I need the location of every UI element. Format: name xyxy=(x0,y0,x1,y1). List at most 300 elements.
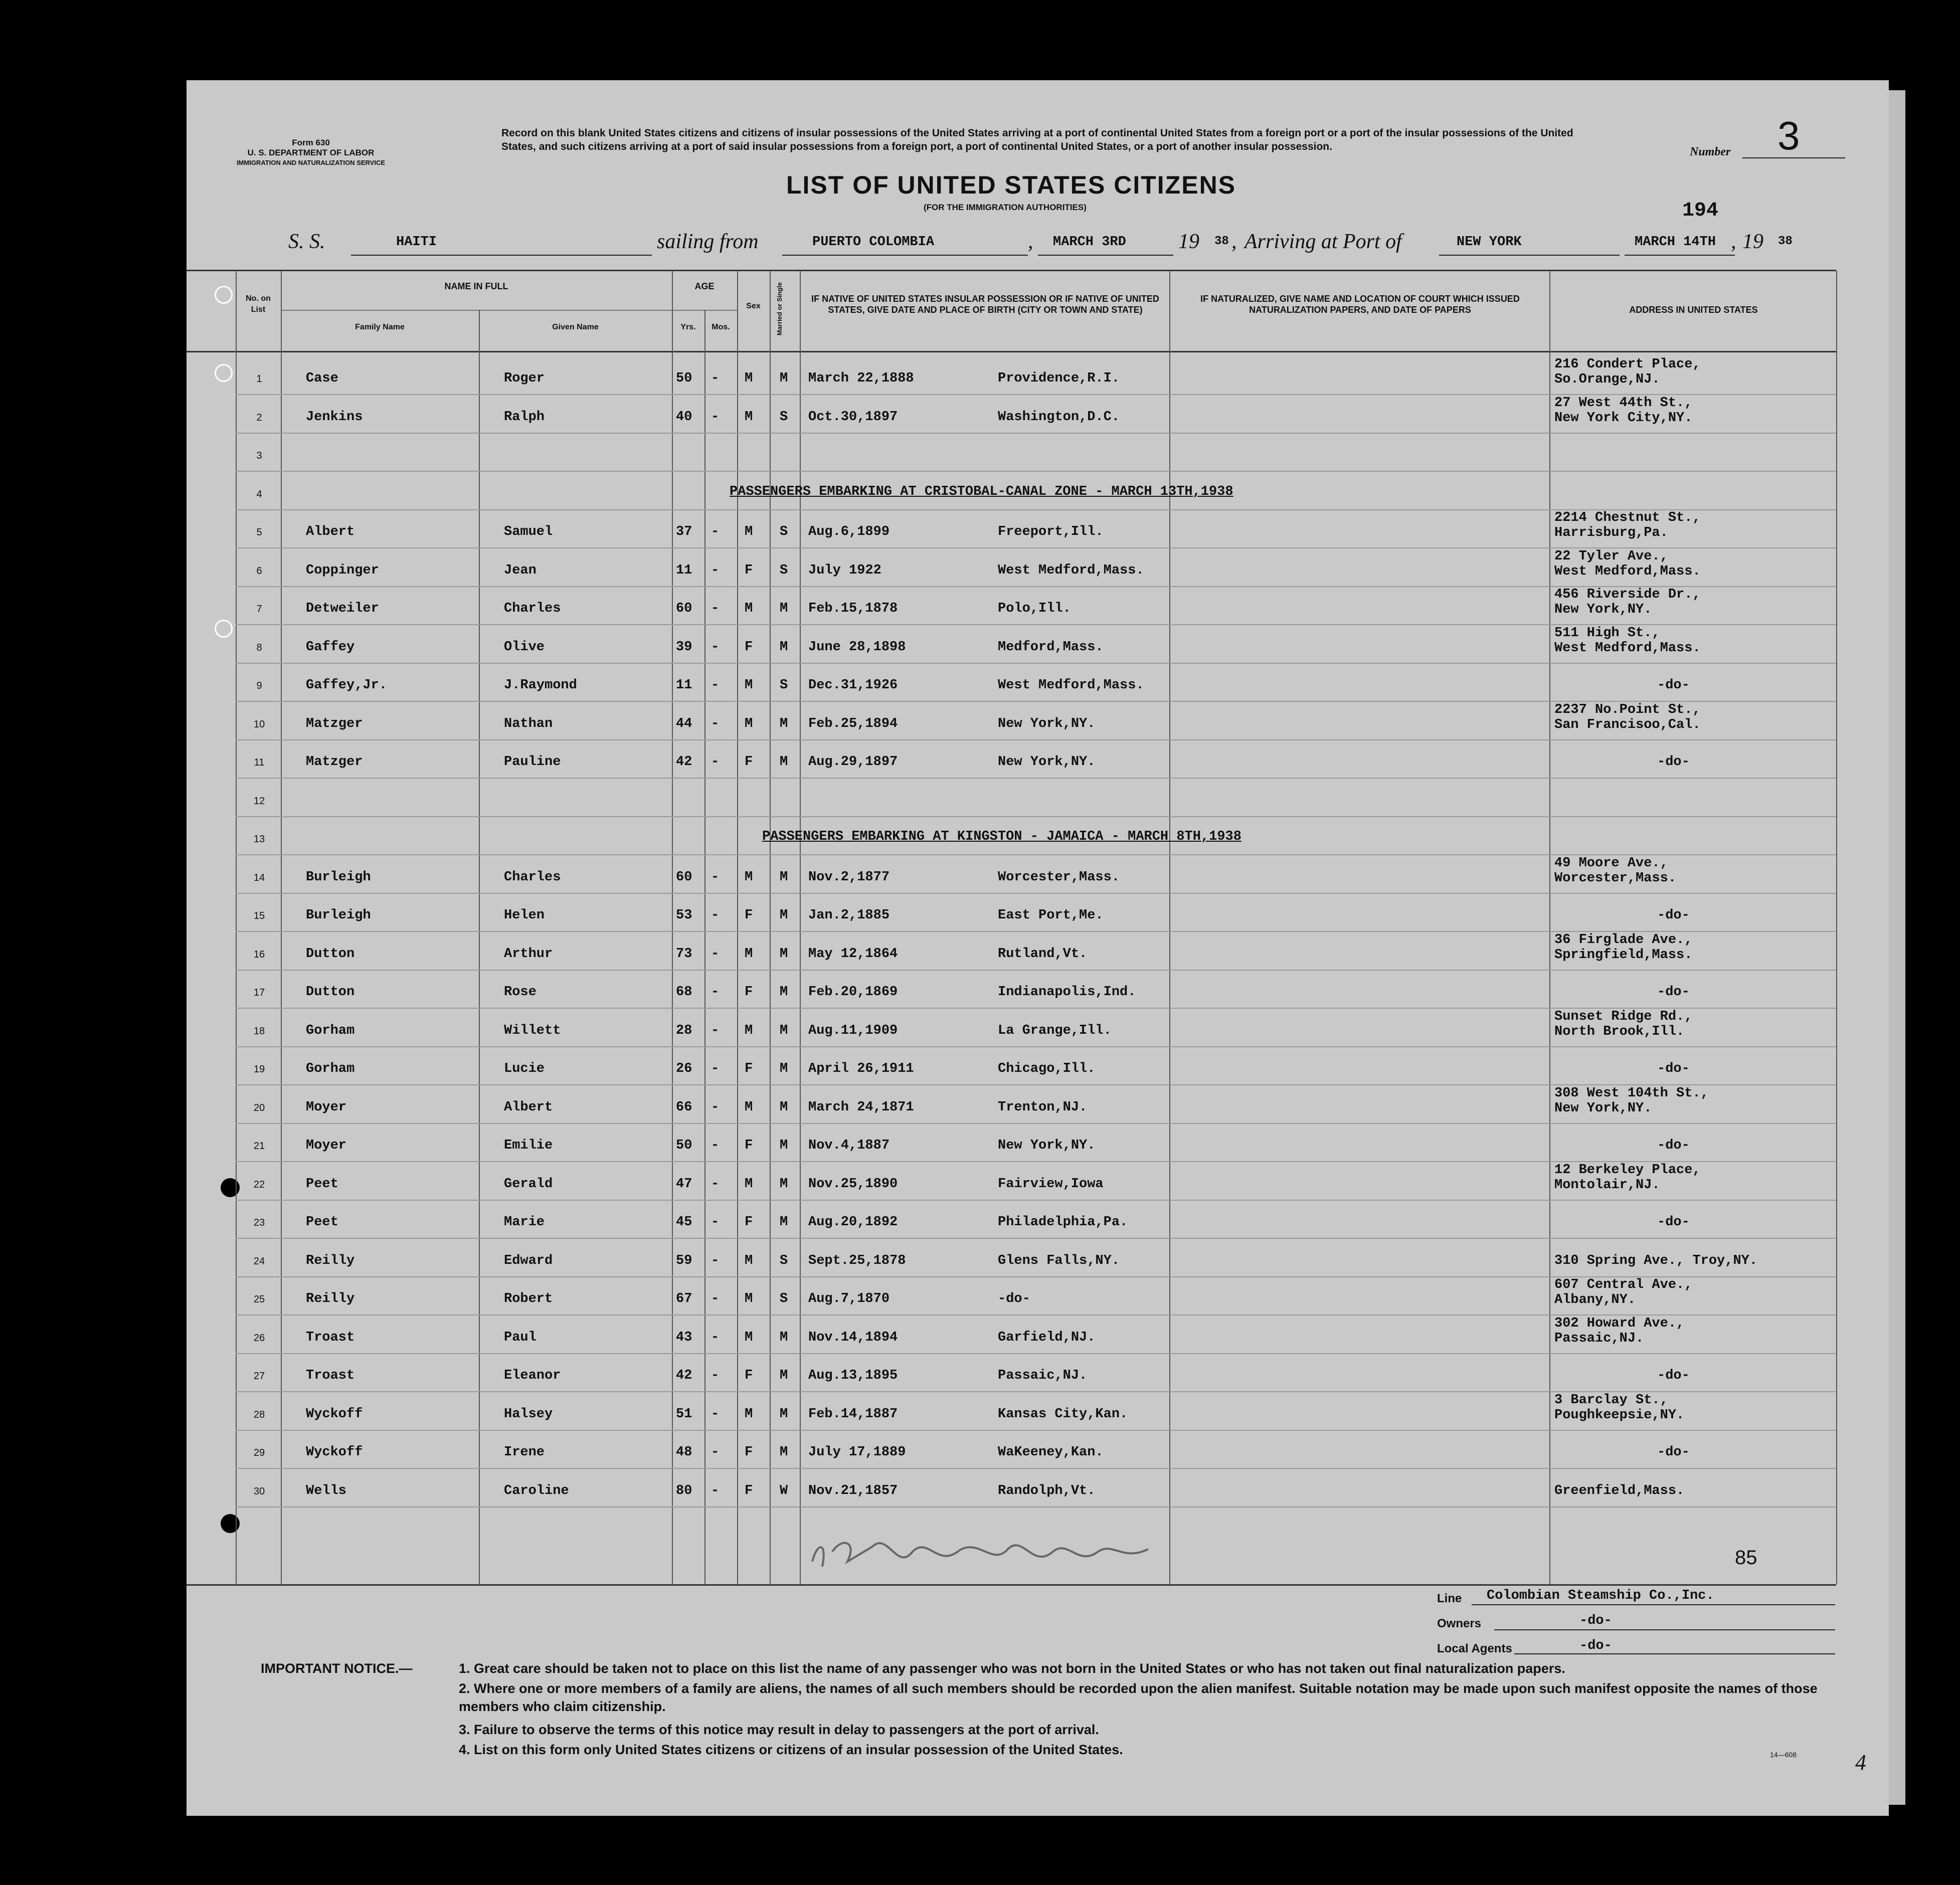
page-title: LIST OF UNITED STATES CITIZENS xyxy=(786,171,1236,199)
cell-given: Paul xyxy=(504,1330,537,1345)
cell-bplace: WaKeeney,Kan. xyxy=(998,1445,1104,1460)
cell-family: Moyer xyxy=(306,1100,347,1115)
cell-mos: - xyxy=(711,371,720,386)
cell-sex: M xyxy=(745,1407,753,1422)
cell-address-line1: -do- xyxy=(1657,755,1690,770)
col-address: ADDRESS IN UNITED STATES xyxy=(1629,305,1758,315)
cell-ms: M xyxy=(780,371,788,386)
section-heading: PASSENGERS EMBARKING AT KINGSTON - JAMAICA - MARCH 8TH,1938 xyxy=(762,829,1241,844)
cell-sex: F xyxy=(745,640,753,655)
cell-bplace: East Port,Me. xyxy=(998,908,1104,923)
cell-yrs: 48 xyxy=(676,1445,692,1460)
cell-given: Nathan xyxy=(504,716,553,731)
cell-family: Reilly xyxy=(306,1291,355,1306)
cell-family: Albert xyxy=(306,524,355,539)
cell-mos: - xyxy=(711,563,720,578)
page-subtitle: (FOR THE IMMIGRATION AUTHORITIES) xyxy=(924,203,1087,212)
cell-ms: S xyxy=(780,1253,788,1268)
cell-family: Gorham xyxy=(306,1023,355,1038)
cell-given: Rose xyxy=(504,985,537,1000)
row-number: 10 xyxy=(253,719,265,730)
cell-yrs: 50 xyxy=(676,371,692,386)
cell-yrs: 73 xyxy=(676,947,692,962)
cell-ms: M xyxy=(780,947,788,962)
cell-ms: S xyxy=(780,563,788,578)
cell-ms: S xyxy=(780,1291,788,1306)
row-number: 17 xyxy=(253,987,265,998)
notice-4: 4. List on this form only United States citizens or citizens of an insular possession of the United States. xyxy=(459,1742,1123,1757)
cell-mos: - xyxy=(711,1291,720,1306)
signature xyxy=(797,1522,1178,1582)
cell-address-line2: So.Orange,NJ. xyxy=(1554,372,1660,387)
cell-mos: - xyxy=(711,640,720,655)
cell-given: J.Raymond xyxy=(504,678,577,693)
cell-bdate: Aug.7,1870 xyxy=(808,1291,890,1306)
agents-label: Local Agents xyxy=(1437,1642,1512,1655)
cell-address-line2: North Brook,Ill. xyxy=(1554,1024,1685,1039)
row-number: 21 xyxy=(253,1141,265,1152)
number-value: 3 xyxy=(1777,113,1800,158)
col-naturalized: IF NATURALIZED, GIVE NAME AND LOCATION OF COURT WHICH ISSUED NATURALIZATION PAPERS, AND DATE OF PAPERS xyxy=(1200,294,1520,315)
row-number: 24 xyxy=(253,1256,265,1267)
cell-address-line2: West Medford,Mass. xyxy=(1554,641,1701,656)
cell-address-line1: 511 High St., xyxy=(1554,626,1660,641)
cell-address-line1: Sunset Ridge Rd., xyxy=(1554,1009,1693,1024)
cell-ms: M xyxy=(780,870,788,885)
cell-bdate: Sept.25,1878 xyxy=(808,1253,906,1268)
cell-bdate: Nov.14,1894 xyxy=(808,1330,898,1345)
cell-yrs: 66 xyxy=(676,1100,692,1115)
cell-yrs: 26 xyxy=(676,1061,692,1076)
cell-ms: M xyxy=(780,1138,788,1153)
punch-hole xyxy=(50,1153,69,1172)
cell-bplace: Randolph,Vt. xyxy=(998,1483,1096,1498)
year-prefix: 19 xyxy=(1178,230,1199,253)
cell-sex: M xyxy=(745,870,753,885)
cell-bplace: Passaic,NJ. xyxy=(998,1368,1088,1383)
cell-sex: M xyxy=(745,716,753,731)
sail-year: 38 xyxy=(1214,235,1229,248)
cell-address-line2: Harrisburg,Pa. xyxy=(1554,525,1668,540)
cell-address-line2: New York City,NY. xyxy=(1554,411,1693,426)
cell-address-line2: Albany,NY. xyxy=(1554,1292,1636,1307)
cell-address-line1: Greenfield,Mass. xyxy=(1554,1483,1685,1498)
cell-yrs: 44 xyxy=(676,716,692,731)
page-count: 85 xyxy=(1735,1547,1757,1569)
cell-given: Eleanor xyxy=(504,1368,561,1383)
cell-address-line1: 12 Berkeley Place, xyxy=(1554,1163,1701,1178)
cell-family: Matzger xyxy=(306,755,363,770)
cell-given: Edward xyxy=(504,1253,553,1268)
cell-address-line2: New York,NY. xyxy=(1554,602,1652,617)
col-family-name: Family Name xyxy=(355,323,405,331)
cell-given: Pauline xyxy=(504,755,561,770)
cell-given: Emilie xyxy=(504,1138,553,1153)
row-number: 13 xyxy=(253,834,265,845)
cell-ms: S xyxy=(780,678,788,693)
cell-bplace: Kansas City,Kan. xyxy=(998,1407,1128,1422)
arrive-date: MARCH 14TH xyxy=(1635,235,1716,250)
cell-yrs: 50 xyxy=(676,1138,692,1153)
form-code: 14—608 xyxy=(1770,1751,1797,1759)
cell-mos: - xyxy=(711,601,720,616)
cell-bdate: Nov.2,1877 xyxy=(808,870,890,885)
cell-family: Burleigh xyxy=(306,908,371,923)
notice-2: 2. Where one or more members of a family are aliens, the names of all such members should be recorded upon the alien manifest. Suitable notation may be made upon such manifest opposite the names of those members who claim citizenship. xyxy=(459,1681,1818,1714)
cell-mos: - xyxy=(711,1407,720,1422)
cell-bplace: Philadelphia,Pa. xyxy=(998,1215,1128,1230)
col-no-on-list: No. on List xyxy=(246,294,271,314)
cell-mos: - xyxy=(711,755,720,770)
cell-yrs: 60 xyxy=(676,870,692,885)
punch-hole xyxy=(50,1654,69,1673)
cell-sex: F xyxy=(745,908,753,923)
cell-bplace: Chicago,Ill. xyxy=(998,1061,1096,1076)
cell-ms: M xyxy=(780,601,788,616)
row-number: 22 xyxy=(253,1179,265,1190)
cell-bdate: Feb.15,1878 xyxy=(808,601,898,616)
row-number: 8 xyxy=(256,642,262,653)
page-mark: 4 xyxy=(1855,1750,1866,1775)
cell-yrs: 43 xyxy=(676,1330,692,1345)
cell-ms: M xyxy=(780,1407,788,1422)
cell-address-line1: -do- xyxy=(1657,678,1690,693)
section-heading: PASSENGERS EMBARKING AT CRISTOBAL-CANAL ZONE - MARCH 13TH,1938 xyxy=(730,484,1233,499)
notice-label: IMPORTANT NOTICE.— xyxy=(261,1661,413,1676)
cell-sex: M xyxy=(745,1291,753,1306)
cell-mos: - xyxy=(711,1483,720,1498)
row-number: 29 xyxy=(253,1447,265,1458)
ring-hole xyxy=(215,620,233,638)
col-yrs: Yrs. xyxy=(680,323,696,331)
row-number: 6 xyxy=(256,566,262,577)
cell-yrs: 11 xyxy=(676,563,692,578)
row-number: 26 xyxy=(253,1333,265,1344)
row-number: 14 xyxy=(253,872,265,883)
owners-value: -do- xyxy=(1579,1613,1612,1628)
cell-address-line1: 3 Barclay St., xyxy=(1554,1393,1668,1408)
cell-family: Burleigh xyxy=(306,870,371,885)
cell-family: Case xyxy=(306,371,338,386)
cell-bdate: Dec.31,1926 xyxy=(808,678,898,693)
col-age: AGE xyxy=(694,281,715,291)
cell-family: Wyckoff xyxy=(306,1445,363,1460)
line-label: Line xyxy=(1437,1592,1462,1605)
row-number: 23 xyxy=(253,1217,265,1228)
row-number: 18 xyxy=(253,1026,265,1037)
cell-bdate: Feb.25,1894 xyxy=(808,716,898,731)
cell-sex: F xyxy=(745,1215,753,1230)
cell-sex: F xyxy=(745,1445,753,1460)
cell-address-line1: -do- xyxy=(1657,1138,1690,1153)
cell-ms: M xyxy=(780,908,788,923)
cell-mos: - xyxy=(711,1445,720,1460)
punch-hole xyxy=(50,1233,69,1252)
arrive-year: 38 xyxy=(1778,235,1793,248)
cell-sex: F xyxy=(745,1483,753,1498)
cell-yrs: 39 xyxy=(676,640,692,655)
cell-address-line1: -do- xyxy=(1657,1445,1690,1460)
cell-bplace: New York,NY. xyxy=(998,755,1096,770)
cell-sex: M xyxy=(745,371,753,386)
row-number: 25 xyxy=(253,1294,265,1305)
cell-bplace: Glens Falls,NY. xyxy=(998,1253,1120,1268)
cell-sex: M xyxy=(745,1100,753,1115)
cell-address-line2: Montolair,NJ. xyxy=(1554,1178,1660,1193)
cell-yrs: 59 xyxy=(676,1253,692,1268)
cell-yrs: 37 xyxy=(676,524,692,539)
notice-3: 3. Failure to observe the terms of this notice may result in delay to passengers at the port of arrival. xyxy=(459,1722,1099,1737)
cell-given: Roger xyxy=(504,371,545,386)
cell-bdate: Oct.30,1897 xyxy=(808,410,898,425)
ring-hole xyxy=(215,364,233,382)
punch-hole xyxy=(50,386,69,405)
owners-label: Owners xyxy=(1437,1617,1482,1630)
row-number: 30 xyxy=(253,1486,265,1497)
row-number: 16 xyxy=(253,949,265,960)
cell-bdate: July 1922 xyxy=(808,563,881,578)
cell-family: Troast xyxy=(306,1330,355,1345)
port-to: NEW YORK xyxy=(1457,235,1522,250)
port-from: PUERTO COLOMBIA xyxy=(812,235,935,250)
row-number: 11 xyxy=(254,757,265,768)
cell-ms: M xyxy=(780,1330,788,1345)
cell-bdate: Aug.20,1892 xyxy=(808,1215,898,1230)
arrive-year-prefix: 19 xyxy=(1742,230,1763,253)
cell-address-line1: -do- xyxy=(1657,1215,1690,1230)
cell-given: Helen xyxy=(504,908,545,923)
cell-family: Wells xyxy=(306,1483,347,1498)
punch-hole xyxy=(50,311,69,330)
cell-given: Irene xyxy=(504,1445,545,1460)
number-label: Number xyxy=(1690,145,1731,158)
cell-family: Gorham xyxy=(306,1061,355,1076)
cell-bdate: Jan.2,1885 xyxy=(808,908,890,923)
cell-yrs: 67 xyxy=(676,1291,692,1306)
notice-1: 1. Great care should be taken not to place on this list the name of any passenger who was not born in the United States or who has not taken out final naturalization papers. xyxy=(459,1661,1565,1676)
cell-bplace: Worcester,Mass. xyxy=(998,870,1120,885)
cell-yrs: 60 xyxy=(676,601,692,616)
cell-ms: M xyxy=(780,1177,788,1192)
cell-given: Albert xyxy=(504,1100,553,1115)
cell-address-line1: 302 Howard Ave., xyxy=(1554,1316,1685,1331)
row-number: 20 xyxy=(253,1102,265,1113)
cell-bdate: March 22,1888 xyxy=(808,371,914,386)
sailing-label: sailing from xyxy=(657,230,759,253)
cell-ms: M xyxy=(780,755,788,770)
cell-mos: - xyxy=(711,524,720,539)
cell-family: Coppinger xyxy=(306,563,379,578)
cell-yrs: 42 xyxy=(676,755,692,770)
cell-mos: - xyxy=(711,908,720,923)
punch-hole xyxy=(50,812,69,831)
cell-address-line1: 22 Tyler Ave., xyxy=(1554,549,1668,564)
agents-value: -do- xyxy=(1579,1638,1612,1653)
cell-sex: M xyxy=(745,1177,753,1192)
cell-yrs: 80 xyxy=(676,1483,692,1498)
cell-family: Detweiler xyxy=(306,601,379,616)
cell-sex: F xyxy=(745,1061,753,1076)
cell-bdate: May 12,1864 xyxy=(808,947,898,962)
cell-mos: - xyxy=(711,985,720,1000)
row-number: 4 xyxy=(256,489,262,500)
cell-bdate: Nov.21,1857 xyxy=(808,1483,898,1498)
cell-mos: - xyxy=(711,1253,720,1268)
cell-address-line2: West Medford,Mass. xyxy=(1554,564,1701,579)
col-birth: IF NATIVE OF UNITED STATES INSULAR POSSESSION OR IF NATIVE OF UNITED STATES, GIVE DATE AND PLACE OF BIRTH (CITY OR TOWN AND STATE) xyxy=(811,294,1159,315)
cell-bdate: July 17,1889 xyxy=(808,1445,906,1460)
cell-bplace: Polo,Ill. xyxy=(998,601,1071,616)
row-number: 2 xyxy=(256,412,262,423)
cell-family: Gaffey xyxy=(306,640,355,655)
cell-sex: F xyxy=(745,985,753,1000)
cell-yrs: 68 xyxy=(676,985,692,1000)
row-number: 7 xyxy=(256,604,262,615)
stamp-number: 194 xyxy=(1682,200,1719,222)
cell-bdate: Aug.13,1895 xyxy=(808,1368,898,1383)
cell-address-line1: 308 West 104th St., xyxy=(1554,1086,1709,1101)
line-value: Colombian Steamship Co.,Inc. xyxy=(1487,1588,1714,1603)
col-mos: Mos. xyxy=(711,323,730,331)
row-number: 5 xyxy=(256,527,262,538)
cell-yrs: 47 xyxy=(676,1177,692,1192)
cell-sex: M xyxy=(745,1023,753,1038)
cell-address-line2: Poughkeepsie,NY. xyxy=(1554,1408,1685,1423)
cell-family: Moyer xyxy=(306,1138,347,1153)
cell-yrs: 53 xyxy=(676,908,692,923)
cell-bplace: Freeport,Ill. xyxy=(998,524,1104,539)
cell-family: Jenkins xyxy=(306,410,363,425)
punch-hole xyxy=(50,1725,69,1744)
form-id: Form 630 U. S. DEPARTMENT OF LABOR IMMIGRATION AND NATURALIZATION SERVICE xyxy=(236,138,386,166)
ship-name: HAITI xyxy=(396,235,437,250)
col-name-in-full: NAME IN FULL xyxy=(444,281,508,291)
cell-address-line1: 310 Spring Ave., Troy,NY. xyxy=(1554,1253,1758,1268)
cell-address-line1: -do- xyxy=(1657,1368,1690,1383)
cell-bplace: New York,NY. xyxy=(998,1138,1096,1153)
row-number: 3 xyxy=(256,450,262,461)
cell-bplace: West Medford,Mass. xyxy=(998,678,1144,693)
cell-address-line1: -do- xyxy=(1657,1061,1690,1076)
cell-bplace: Washington,D.C. xyxy=(998,410,1120,425)
ring-hole xyxy=(215,286,233,304)
cell-address-line1: 607 Central Ave., xyxy=(1554,1277,1693,1292)
cell-bplace: Providence,R.I. xyxy=(998,371,1120,386)
ss-label: S. S. xyxy=(288,230,325,253)
cell-address-line1: -do- xyxy=(1657,985,1690,1000)
cell-given: Gerald xyxy=(504,1177,553,1192)
cell-bdate: March 24,1871 xyxy=(808,1100,914,1115)
cell-address-line1: 456 Riverside Dr., xyxy=(1554,587,1701,602)
cell-family: Reilly xyxy=(306,1253,355,1268)
cell-address-line1: 216 Condert Place, xyxy=(1554,357,1701,372)
cell-sex: M xyxy=(745,524,753,539)
cell-family: Dutton xyxy=(306,985,355,1000)
cell-sex: M xyxy=(745,1330,753,1345)
row-number: 9 xyxy=(256,680,262,691)
cell-mos: - xyxy=(711,716,720,731)
cell-given: Charles xyxy=(504,601,561,616)
cell-given: Arthur xyxy=(504,947,553,962)
cell-given: Marie xyxy=(504,1215,545,1230)
cell-address-line1: 2237 No.Point St., xyxy=(1554,702,1701,717)
cell-given: Samuel xyxy=(504,524,553,539)
cell-bplace: New York,NY. xyxy=(998,716,1096,731)
cell-address-line1: -do- xyxy=(1657,908,1690,923)
cell-address-line1: 36 Firglade Ave., xyxy=(1554,932,1693,948)
cell-yrs: 11 xyxy=(676,678,692,693)
cell-given: Willett xyxy=(504,1023,561,1038)
cell-bdate: Aug.11,1909 xyxy=(808,1023,898,1038)
record-note: Record on this blank United States citizens and citizens of insular possessions of the United States arriving at a port of continental United States from a foreign port or a port of the insular possessions of the United States, and such citizens arriving at a port of said insular possessions from a foreign port, a port of continental United States, or a port of another insular possession. xyxy=(501,127,1573,152)
row-number: 28 xyxy=(253,1409,265,1420)
cell-mos: - xyxy=(711,947,720,962)
cell-given: Jean xyxy=(504,563,537,578)
cell-sex: F xyxy=(745,1138,753,1153)
cell-bplace: Indianapolis,Ind. xyxy=(998,985,1136,1000)
row-number: 1 xyxy=(256,373,262,385)
cell-address-line2: Worcester,Mass. xyxy=(1554,871,1677,886)
cell-bdate: Nov.4,1887 xyxy=(808,1138,890,1153)
cell-yrs: 51 xyxy=(676,1407,692,1422)
cell-ms: M xyxy=(780,1100,788,1115)
cell-address-line2: Springfield,Mass. xyxy=(1554,948,1693,963)
cell-sex: F xyxy=(745,755,753,770)
sail-date: MARCH 3RD xyxy=(1053,235,1126,250)
cell-yrs: 28 xyxy=(676,1023,692,1038)
cell-bplace: -do- xyxy=(998,1291,1030,1306)
cell-given: Lucie xyxy=(504,1061,545,1076)
cell-given: Olive xyxy=(504,640,545,655)
cell-mos: - xyxy=(711,1368,720,1383)
cell-family: Dutton xyxy=(306,947,355,962)
cell-ms: M xyxy=(780,716,788,731)
row-number: 12 xyxy=(253,796,265,807)
cell-address-line2: New York,NY. xyxy=(1554,1101,1652,1116)
col-married-single: Married or Single xyxy=(776,282,783,336)
cell-mos: - xyxy=(711,678,720,693)
cell-bplace: Fairview,Iowa xyxy=(998,1177,1104,1192)
cell-family: Gaffey,Jr. xyxy=(306,678,388,693)
cell-given: Robert xyxy=(504,1291,553,1306)
cell-ms: M xyxy=(780,1368,788,1383)
cell-bplace: La Grange,Ill. xyxy=(998,1023,1112,1038)
cell-bdate: Feb.14,1887 xyxy=(808,1407,898,1422)
row-number: 27 xyxy=(253,1371,265,1382)
cell-ms: S xyxy=(780,410,788,425)
cell-ms: M xyxy=(780,1215,788,1230)
cell-given: Caroline xyxy=(504,1483,569,1498)
col-given-name: Given Name xyxy=(552,323,599,331)
cell-bdate: Aug.29,1897 xyxy=(808,755,898,770)
cell-bplace: Garfield,NJ. xyxy=(998,1330,1096,1345)
cell-address-line1: 27 West 44th St., xyxy=(1554,396,1693,411)
cell-bdate: Nov.25,1890 xyxy=(808,1177,898,1192)
cell-given: Ralph xyxy=(504,410,545,425)
cell-bdate: Feb.20,1869 xyxy=(808,985,898,1000)
cell-bdate: April 26,1911 xyxy=(808,1061,914,1076)
cell-sex: F xyxy=(745,563,753,578)
cell-yrs: 42 xyxy=(676,1368,692,1383)
cell-mos: - xyxy=(711,1100,720,1115)
cell-mos: - xyxy=(711,1330,720,1345)
cell-bdate: June 28,1898 xyxy=(808,640,906,655)
cell-sex: F xyxy=(745,1368,753,1383)
cell-sex: M xyxy=(745,601,753,616)
col-sex: Sex xyxy=(746,302,761,310)
cell-mos: - xyxy=(711,1215,720,1230)
cell-mos: - xyxy=(711,1177,720,1192)
